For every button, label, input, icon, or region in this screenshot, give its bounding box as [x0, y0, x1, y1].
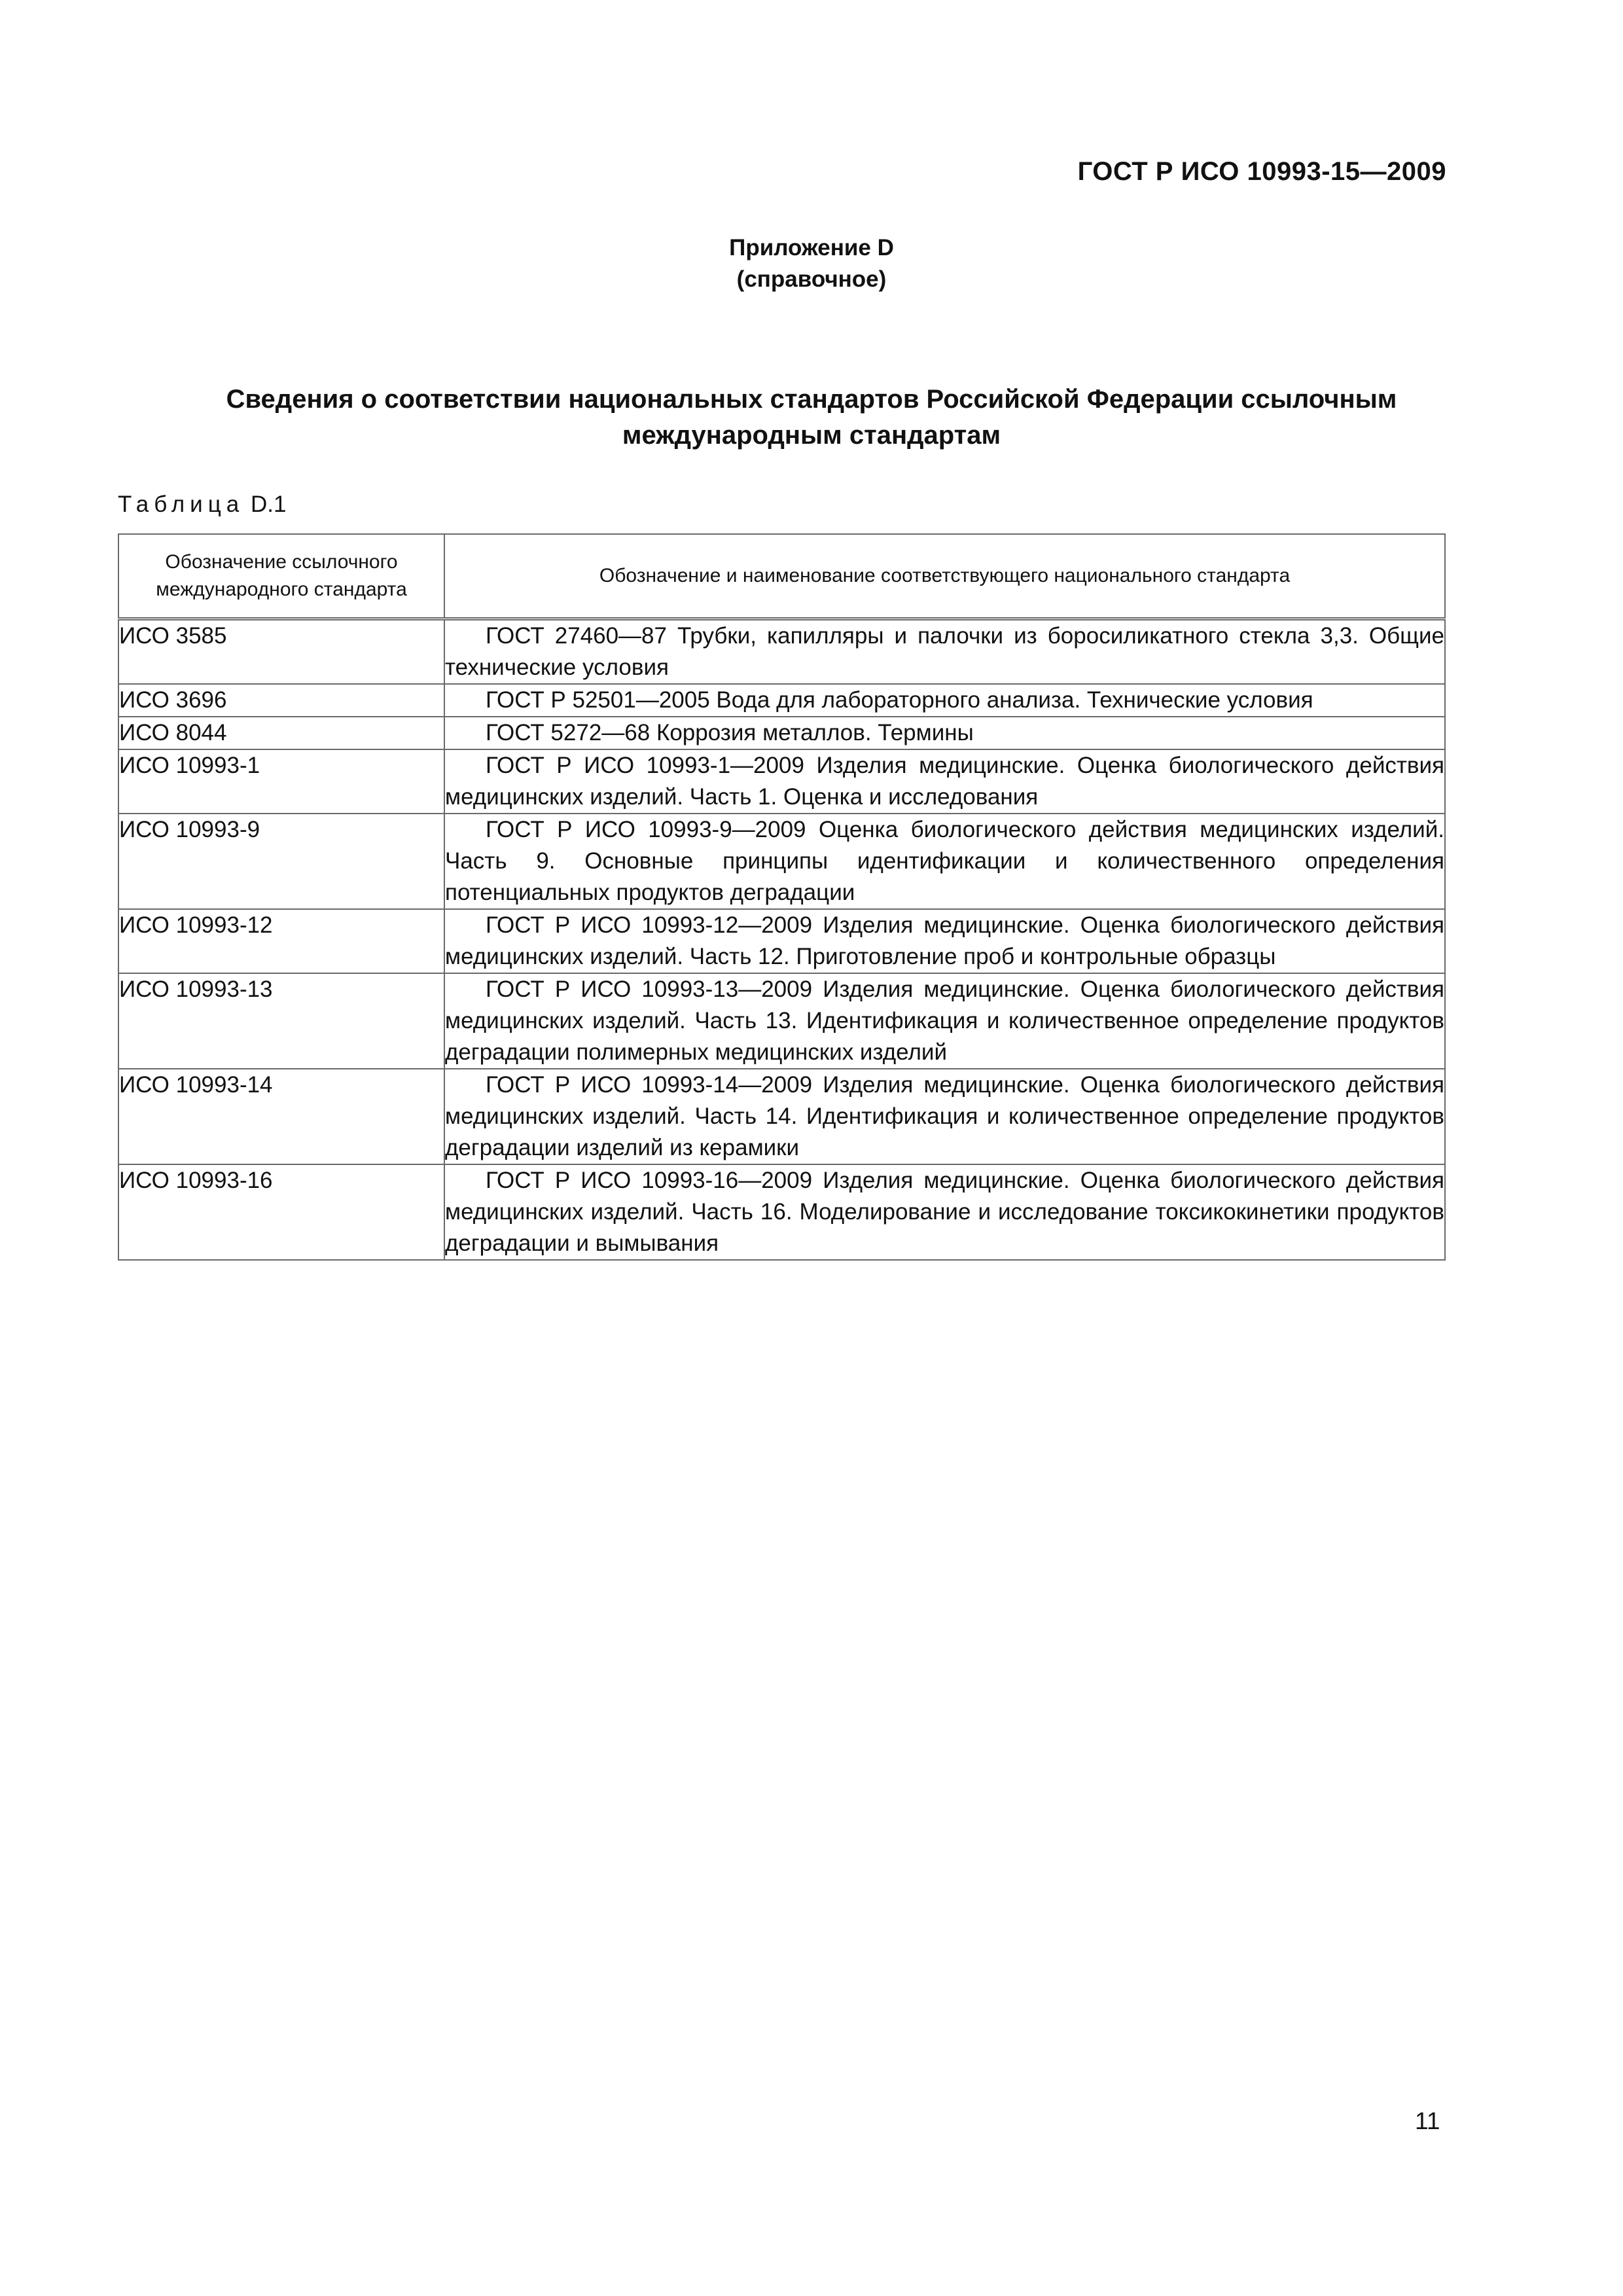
- national-standard-cell: [444, 909, 1445, 973]
- national-standard-text: ГОСТ Р ИСО 10993-16—2009 Изделия медицинские. Оценка биологического действия медицинских изделий. Часть 16. Моделирование и исследование токсикокинетики продуктов деградации и вымывания: [445, 1168, 1444, 1256]
- national-standard-cell: [444, 619, 1445, 685]
- national-standard-text: ГОСТ Р 52501—2005 Вода для лабораторного анализа. Технические условия: [486, 687, 1313, 713]
- page-number: 11: [1415, 2108, 1440, 2134]
- national-standard-cell: [444, 717, 1445, 749]
- annex-title-line-2: международным стандартам: [622, 421, 1001, 450]
- intl-standard-cell: ИСО 3585: [118, 619, 444, 685]
- national-standard-cell: [444, 973, 1445, 1069]
- table-row: [118, 619, 1445, 685]
- annex-title-line-1: Сведения о соответствии национальных стандартов Российской Федерации ссылочным: [226, 385, 1397, 414]
- intl-standard-cell: ИСО 10993-9: [118, 814, 444, 909]
- table-caption-word: Таблица: [118, 492, 245, 517]
- national-standard-cell: [444, 1069, 1445, 1164]
- header-international-standard: [118, 534, 444, 619]
- national-standard-cell: [444, 814, 1445, 909]
- national-standard-text: ГОСТ 27460—87 Трубки, капилляры и палочки из боросиликатного стекла 3,3. Общие технические условия: [445, 623, 1444, 680]
- national-standard-text: ГОСТ Р ИСО 10993-14—2009 Изделия медицинские. Оценка биологического действия медицинских изделий. Часть 14. Идентификация и количественное определение продуктов деградации изделий из керамики: [445, 1072, 1444, 1160]
- table-caption: [118, 490, 286, 520]
- intl-standard-cell: ИСО 8044: [118, 717, 444, 749]
- header-national-standard: Обозначение и наименование соответствующего национального стандарта: [444, 534, 1445, 619]
- annex-heading: [0, 232, 1623, 295]
- intl-standard-cell: ИСО 10993-12: [118, 909, 444, 973]
- table-row: [118, 749, 1445, 814]
- national-standard-text: ГОСТ Р ИСО 10993-13—2009 Изделия медицинские. Оценка биологического действия медицинских изделий. Часть 13. Идентификация и количественное определение продуктов деградации полимерных медицинских изделий: [445, 977, 1444, 1065]
- national-standard-text: ГОСТ 5272—68 Коррозия металлов. Термины: [486, 720, 974, 745]
- annex-label: Приложение D: [729, 235, 894, 260]
- national-standard-text: ГОСТ Р ИСО 10993-1—2009 Изделия медицинские. Оценка биологического действия медицинских изделий. Часть 1. Оценка и исследования: [445, 753, 1444, 810]
- annex-title: [0, 382, 1623, 454]
- national-standard-cell: [444, 684, 1445, 717]
- document-code: ГОСТ Р ИСО 10993-15—2009: [1077, 157, 1446, 186]
- table-row: [118, 1164, 1445, 1260]
- table-row: [118, 973, 1445, 1069]
- table-row: [118, 814, 1445, 909]
- intl-standard-cell: ИСО 3696: [118, 684, 444, 717]
- national-standard-cell: [444, 749, 1445, 814]
- table-caption-number: D.1: [250, 492, 287, 517]
- header-col1-line-1: Обозначение ссылочного: [165, 551, 398, 573]
- table-row: [118, 909, 1445, 973]
- table-header-row: [118, 534, 1445, 619]
- intl-standard-cell: ИСО 10993-14: [118, 1069, 444, 1164]
- header-col1-line-2: международного стандарта: [156, 579, 407, 600]
- intl-standard-cell: ИСО 10993-1: [118, 749, 444, 814]
- national-standard-text: ГОСТ Р ИСО 10993-9—2009 Оценка биологического действия медицинских изделий. Часть 9. Основные принципы идентификации и количественного определения потенциальных продуктов деградации: [445, 817, 1444, 905]
- table-row: [118, 684, 1445, 717]
- national-standard-text: ГОСТ Р ИСО 10993-12—2009 Изделия медицинские. Оценка биологического действия медицинских изделий. Часть 12. Приготовление проб и контрольные образцы: [445, 912, 1444, 969]
- annex-type: (справочное): [736, 266, 887, 292]
- intl-standard-cell: ИСО 10993-13: [118, 973, 444, 1069]
- standards-correspondence-table: [118, 533, 1446, 1261]
- table-row: [118, 1069, 1445, 1164]
- table-row: [118, 717, 1445, 749]
- intl-standard-cell: ИСО 10993-16: [118, 1164, 444, 1260]
- national-standard-cell: [444, 1164, 1445, 1260]
